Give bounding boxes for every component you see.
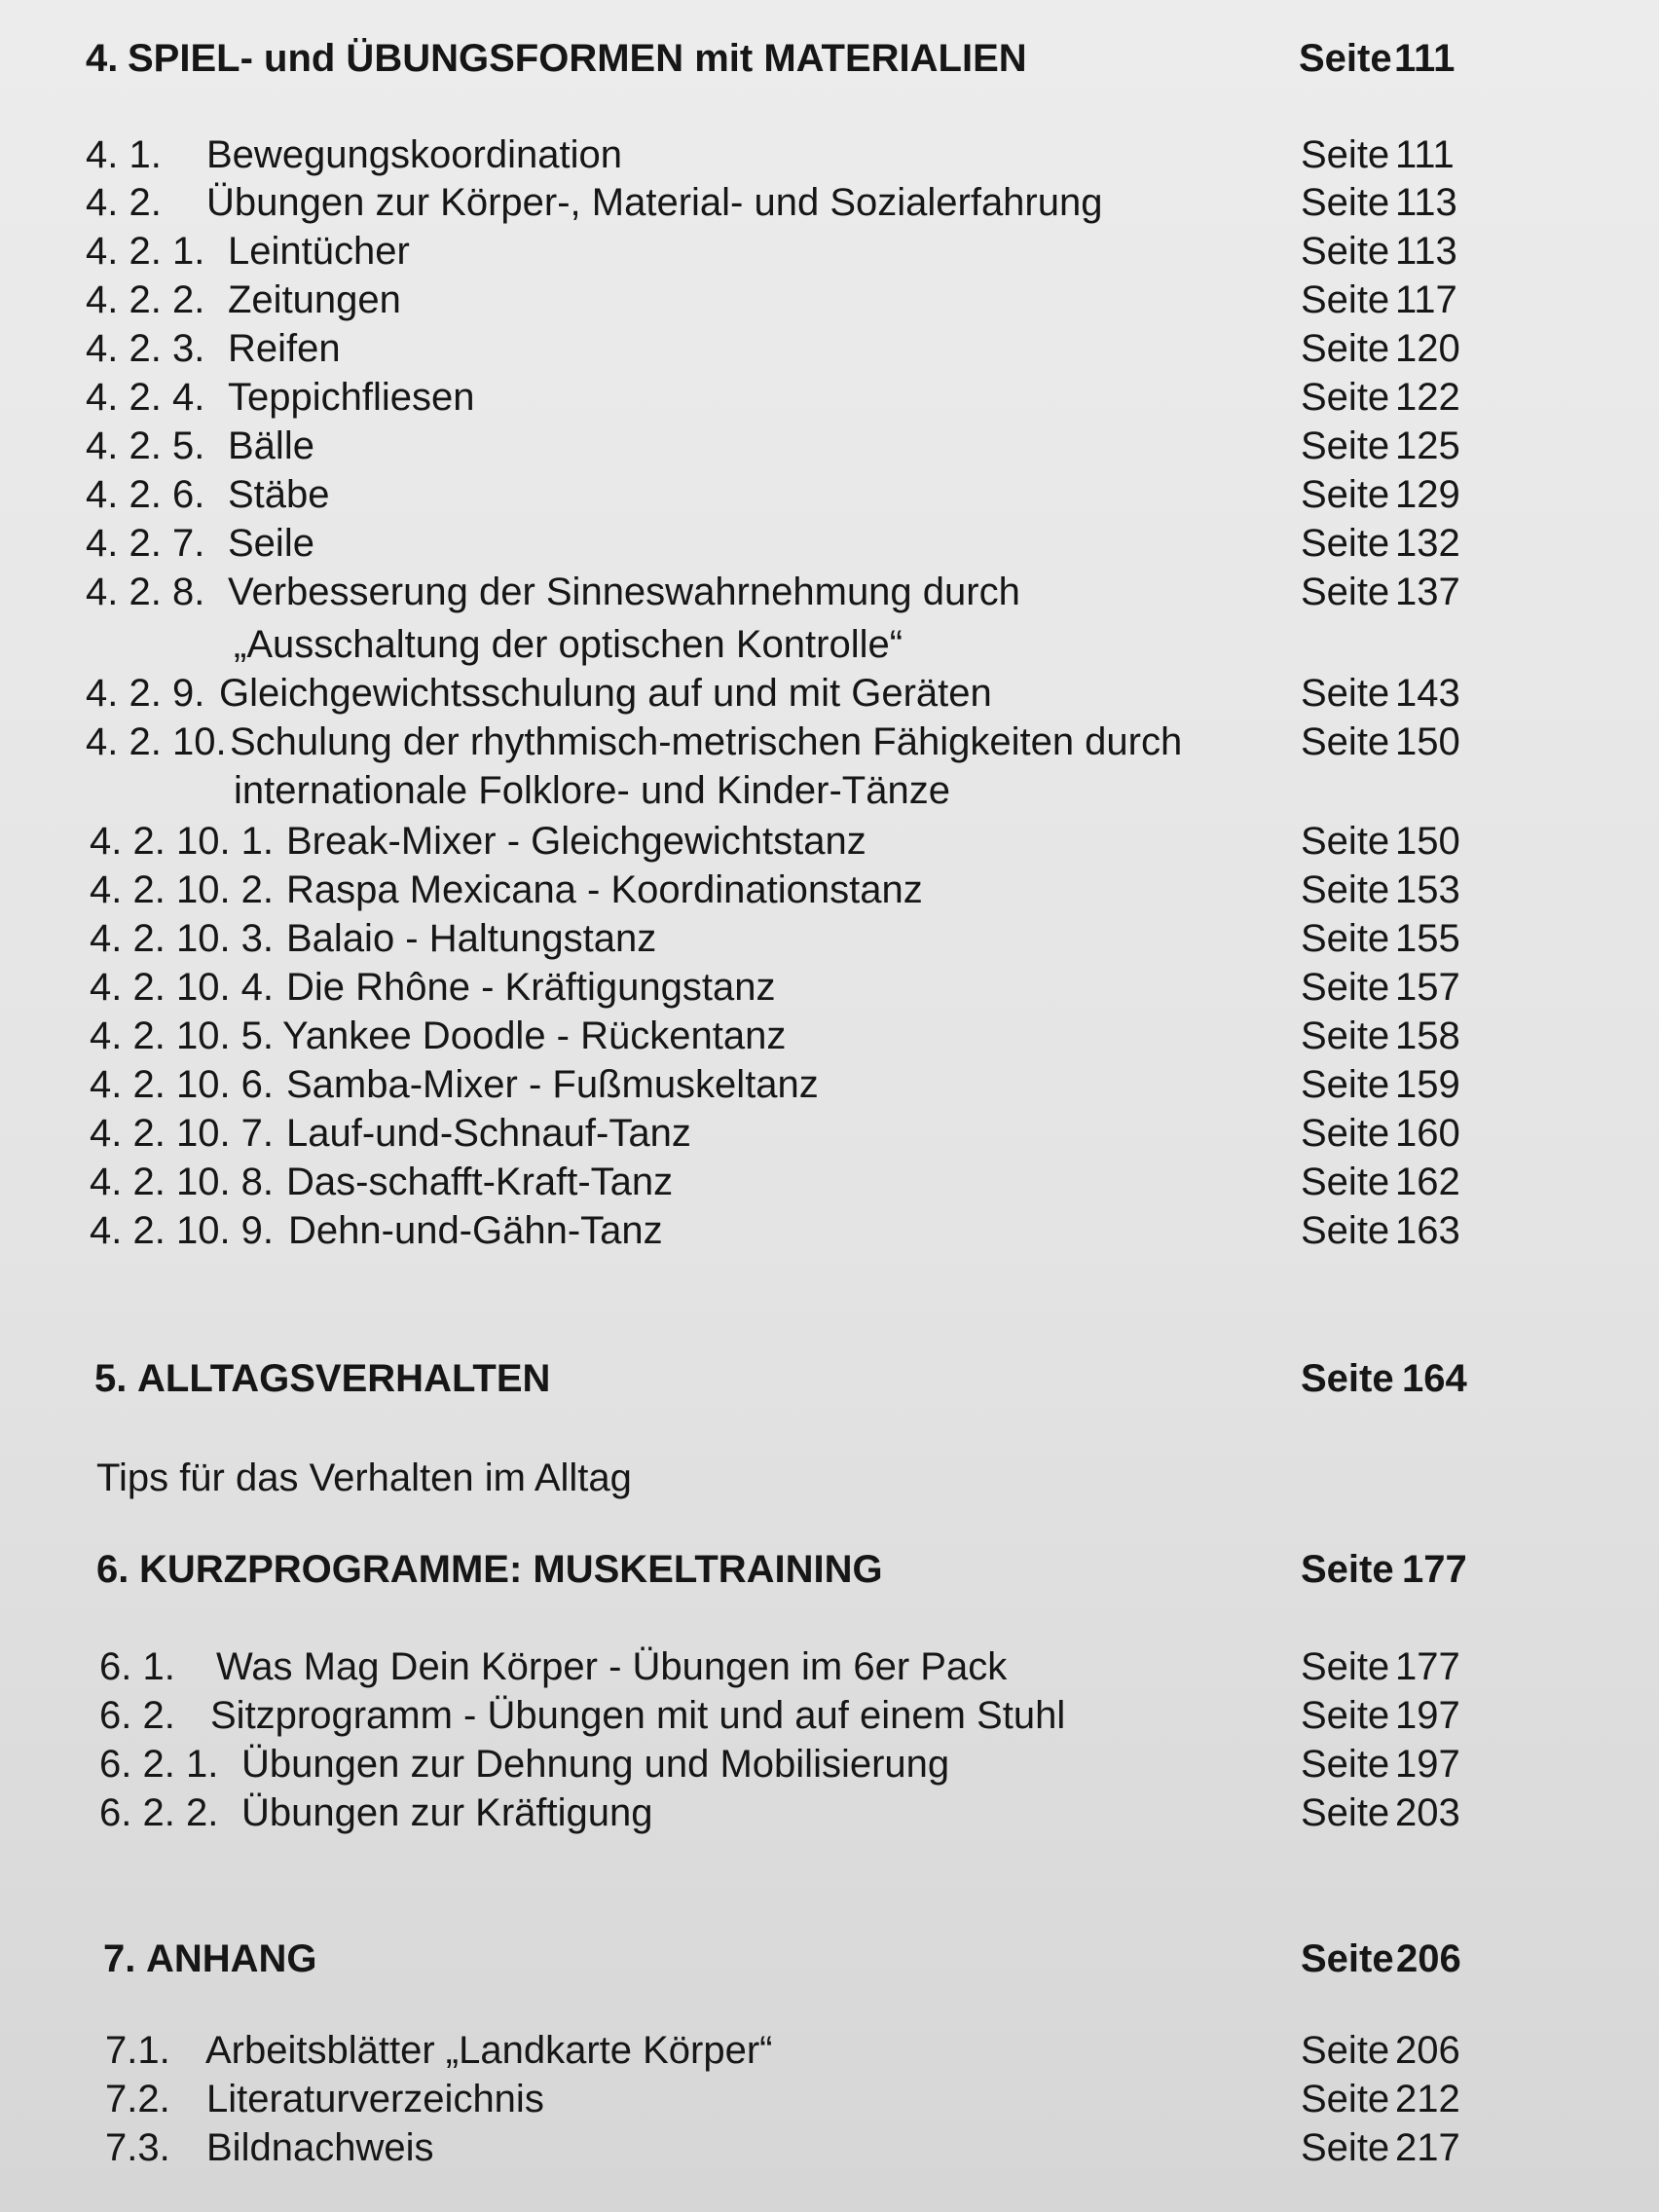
toc-entry: [0, 273, 1659, 327]
entry-title: Lauf-und-Schnauf-Tanz: [286, 1112, 691, 1155]
toc-heading-section-4: [0, 31, 1659, 86]
toc-entry: [0, 370, 1659, 424]
entry-title: Yankee Doodle - Rückentanz: [282, 1014, 787, 1057]
entry-number: 6. 2. 1.: [99, 1743, 219, 1786]
seite-label: Seite: [1301, 966, 1390, 1009]
toc-entry: [0, 814, 1659, 868]
entry-number: 4. 2. 9.: [86, 672, 205, 715]
entry-title: Zeitungen: [228, 278, 401, 321]
toc-entry: [0, 1688, 1659, 1743]
entry-title: Übungen zur Kräftigung: [241, 1791, 653, 1834]
toc-entry: [0, 1203, 1659, 1258]
seite-label: Seite: [1301, 1014, 1390, 1057]
entry-title: Bildnachweis: [206, 2126, 434, 2169]
page-number: 125: [1395, 424, 1460, 467]
seite-label: Seite: [1301, 820, 1390, 863]
page-number: 111: [1394, 37, 1456, 80]
entry-title: Seile: [228, 522, 314, 565]
seite-label: Seite: [1301, 720, 1390, 763]
entry-number: 4. 2. 10. 6.: [90, 1063, 275, 1106]
toc-entry: [0, 1057, 1659, 1112]
entry-number: 4. 2. 4.: [86, 376, 205, 419]
toc-entry: [0, 467, 1659, 522]
seite-label: Seite: [1301, 424, 1390, 467]
seite-label: Seite: [1301, 1357, 1394, 1400]
entry-title: Literaturverzeichnis: [206, 2078, 544, 2120]
entry-title: Sitzprogramm - Übungen mit und auf einem Stuhl: [210, 1694, 1066, 1737]
entry-number: 4. 2.: [86, 181, 162, 224]
toc-heading-section-6: [0, 1542, 1659, 1597]
page-number: 122: [1395, 376, 1460, 419]
seite-label: Seite: [1301, 672, 1390, 715]
entry-number: 4. 2. 10. 5.: [90, 1014, 275, 1057]
entry-number: 4. 2. 10. 2.: [90, 868, 275, 911]
toc-entry: [0, 224, 1659, 278]
page-number: 117: [1395, 278, 1457, 321]
toc-entry: [0, 1106, 1659, 1161]
page-number: 120: [1395, 327, 1460, 370]
seite-label: Seite: [1301, 1112, 1390, 1155]
toc-entry: [0, 321, 1659, 376]
entry-title: Reifen: [228, 327, 341, 370]
page-number: 177: [1395, 1645, 1460, 1688]
entry-title: Stäbe: [228, 473, 330, 516]
entry-number: 4. 2. 10. 1.: [90, 820, 275, 863]
seite-label: Seite: [1301, 376, 1390, 419]
page-number: 206: [1395, 2029, 1460, 2072]
page-number: 111: [1395, 133, 1455, 176]
seite-label: Seite: [1301, 133, 1390, 176]
toc-entry: [0, 128, 1659, 182]
entry-number: 4. 2. 10. 9.: [90, 1209, 275, 1252]
page-number: 113: [1395, 181, 1457, 224]
entry-title-continuation: internationale Folklore- und Kinder-Tänze: [234, 769, 950, 812]
seite-label: Seite: [1301, 1791, 1390, 1834]
entry-number: 4. 1.: [86, 133, 162, 176]
entry-number: 4. 2. 6.: [86, 473, 205, 516]
entry-number: 6. 2. 2.: [99, 1791, 219, 1834]
page-number: 113: [1395, 230, 1457, 273]
seite-label: Seite: [1301, 1161, 1390, 1203]
entry-title: Bewegungskoordination: [206, 133, 622, 176]
seite-label: Seite: [1301, 2126, 1390, 2169]
toc-entry: [0, 516, 1659, 571]
entry-title: Übungen zur Körper-, Material- und Sozialerfahrung: [206, 181, 1103, 224]
seite-label: Seite: [1301, 1548, 1394, 1591]
seite-label: Seite: [1301, 278, 1390, 321]
entry-title: Leintücher: [228, 230, 410, 273]
toc-entry: [0, 1737, 1659, 1791]
toc-entry: [0, 1009, 1659, 1063]
page-number: 206: [1396, 1937, 1461, 1980]
entry-number: 4. 2. 7.: [86, 522, 205, 565]
toc-entry: [0, 565, 1659, 619]
entry-title: Arbeitsblätter „Landkarte Körper“: [205, 2029, 773, 2072]
toc-entry: [0, 1786, 1659, 1840]
page-number: 212: [1395, 2078, 1460, 2120]
page-number: 177: [1402, 1548, 1467, 1591]
page-number: 197: [1395, 1743, 1460, 1786]
entry-title-continuation: „Ausschaltung der optischen Kontrolle“: [234, 623, 903, 666]
entry-number: 7.2.: [105, 2078, 170, 2120]
entry-number: 4. 2. 10. 7.: [90, 1112, 275, 1155]
entry-number: 4. 2. 1.: [86, 230, 205, 273]
seite-label: Seite: [1301, 917, 1390, 960]
seite-label: Seite: [1299, 37, 1392, 80]
toc-heading-section-7: [0, 1932, 1659, 1986]
page-number: 143: [1395, 672, 1460, 715]
section-number: 7.: [103, 1937, 136, 1980]
page-number: 203: [1395, 1791, 1460, 1834]
seite-label: Seite: [1301, 181, 1390, 224]
page-number: 150: [1395, 820, 1460, 863]
toc-entry: [0, 2072, 1659, 2126]
entry-number: 4. 2. 10. 4.: [90, 966, 275, 1009]
toc-heading-section-5: [0, 1351, 1659, 1406]
entry-title: Balaio - Haltungstanz: [286, 917, 657, 960]
entry-number: 4. 2. 5.: [86, 424, 205, 467]
page-number: 217: [1395, 2126, 1460, 2169]
page-number: 197: [1395, 1694, 1460, 1737]
page-number: 158: [1395, 1014, 1460, 1057]
seite-label: Seite: [1301, 1743, 1390, 1786]
entry-number: 4. 2. 3.: [86, 327, 205, 370]
page-number: 159: [1395, 1063, 1460, 1106]
toc-entry: [0, 911, 1659, 966]
section-number: 6.: [96, 1548, 129, 1591]
page-number: 157: [1395, 966, 1460, 1009]
section-note: Tips für das Verhalten im Alltag: [96, 1456, 632, 1499]
entry-title: Samba-Mixer - Fußmuskeltanz: [286, 1063, 819, 1106]
seite-label: Seite: [1301, 1063, 1390, 1106]
seite-label: Seite: [1301, 473, 1390, 516]
entry-number: 4. 2. 2.: [86, 278, 205, 321]
toc-entry: [0, 863, 1659, 917]
page-number: 137: [1395, 571, 1460, 613]
section-title: SPIEL- und ÜBUNGSFORMEN mit MATERIALIEN: [128, 37, 1027, 80]
seite-label: Seite: [1301, 522, 1390, 565]
seite-label: Seite: [1301, 230, 1390, 273]
entry-title: Übungen zur Dehnung und Mobilisierung: [241, 1743, 950, 1786]
page-number: 155: [1395, 917, 1460, 960]
seite-label: Seite: [1301, 2078, 1390, 2120]
entry-number: 7.1.: [105, 2029, 170, 2072]
entry-number: 6. 2.: [99, 1694, 175, 1737]
section-title: KURZPROGRAMME: MUSKELTRAINING: [139, 1548, 883, 1591]
toc-entry: [0, 1155, 1659, 1209]
entry-title: Gleichgewichtsschulung auf und mit Geräten: [219, 672, 992, 715]
toc-entry: [0, 419, 1659, 473]
page-number: 150: [1395, 720, 1460, 763]
page-number: 162: [1395, 1161, 1460, 1203]
toc-entry: [0, 2120, 1659, 2175]
page-number: 153: [1395, 868, 1460, 911]
seite-label: Seite: [1301, 327, 1390, 370]
entry-number: 4. 2. 10.: [86, 720, 227, 763]
entry-title: Verbesserung der Sinneswahrnehmung durch: [228, 571, 1020, 613]
page-number: 129: [1395, 473, 1460, 516]
toc-entry: [0, 175, 1659, 230]
page-number: 160: [1395, 1112, 1460, 1155]
entry-title: Raspa Mexicana - Koordinationstanz: [286, 868, 923, 911]
toc-entry: [0, 666, 1659, 720]
entry-number: 4. 2. 10. 3.: [90, 917, 275, 960]
toc-entry: [0, 715, 1659, 769]
page-number: 163: [1395, 1209, 1460, 1252]
seite-label: Seite: [1301, 1937, 1394, 1980]
toc-entry: [0, 1640, 1659, 1694]
entry-title: Schulung der rhythmisch-metrischen Fähigkeiten durch: [230, 720, 1183, 763]
entry-title: Die Rhône - Kräftigungstanz: [286, 966, 776, 1009]
toc-entry: [0, 2023, 1659, 2078]
seite-label: Seite: [1301, 1645, 1390, 1688]
entry-title: Was Mag Dein Körper - Übungen im 6er Pack: [216, 1645, 1008, 1688]
seite-label: Seite: [1301, 1209, 1390, 1252]
entry-title: Teppichfliesen: [228, 376, 475, 419]
entry-number: 4. 2. 10. 8.: [90, 1161, 275, 1203]
entry-title: Das-schafft-Kraft-Tanz: [286, 1161, 674, 1203]
section-title: ALLTAGSVERHALTEN: [137, 1357, 551, 1400]
section-number: 4.: [86, 37, 119, 80]
section-title: ANHANG: [146, 1937, 317, 1980]
entry-title: Bälle: [228, 424, 314, 467]
entry-number: 6. 1.: [99, 1645, 175, 1688]
entry-title: Dehn-und-Gähn-Tanz: [288, 1209, 663, 1252]
entry-number: 4. 2. 8.: [86, 571, 205, 613]
section-number: 5.: [94, 1357, 128, 1400]
entry-number: 7.3.: [105, 2126, 170, 2169]
seite-label: Seite: [1301, 571, 1390, 613]
toc-entry: [0, 960, 1659, 1014]
page-number: 164: [1402, 1357, 1467, 1400]
page-number: 132: [1395, 522, 1460, 565]
entry-title: Break-Mixer - Gleichgewichtstanz: [286, 820, 866, 863]
seite-label: Seite: [1301, 868, 1390, 911]
seite-label: Seite: [1301, 1694, 1390, 1737]
seite-label: Seite: [1301, 2029, 1390, 2072]
